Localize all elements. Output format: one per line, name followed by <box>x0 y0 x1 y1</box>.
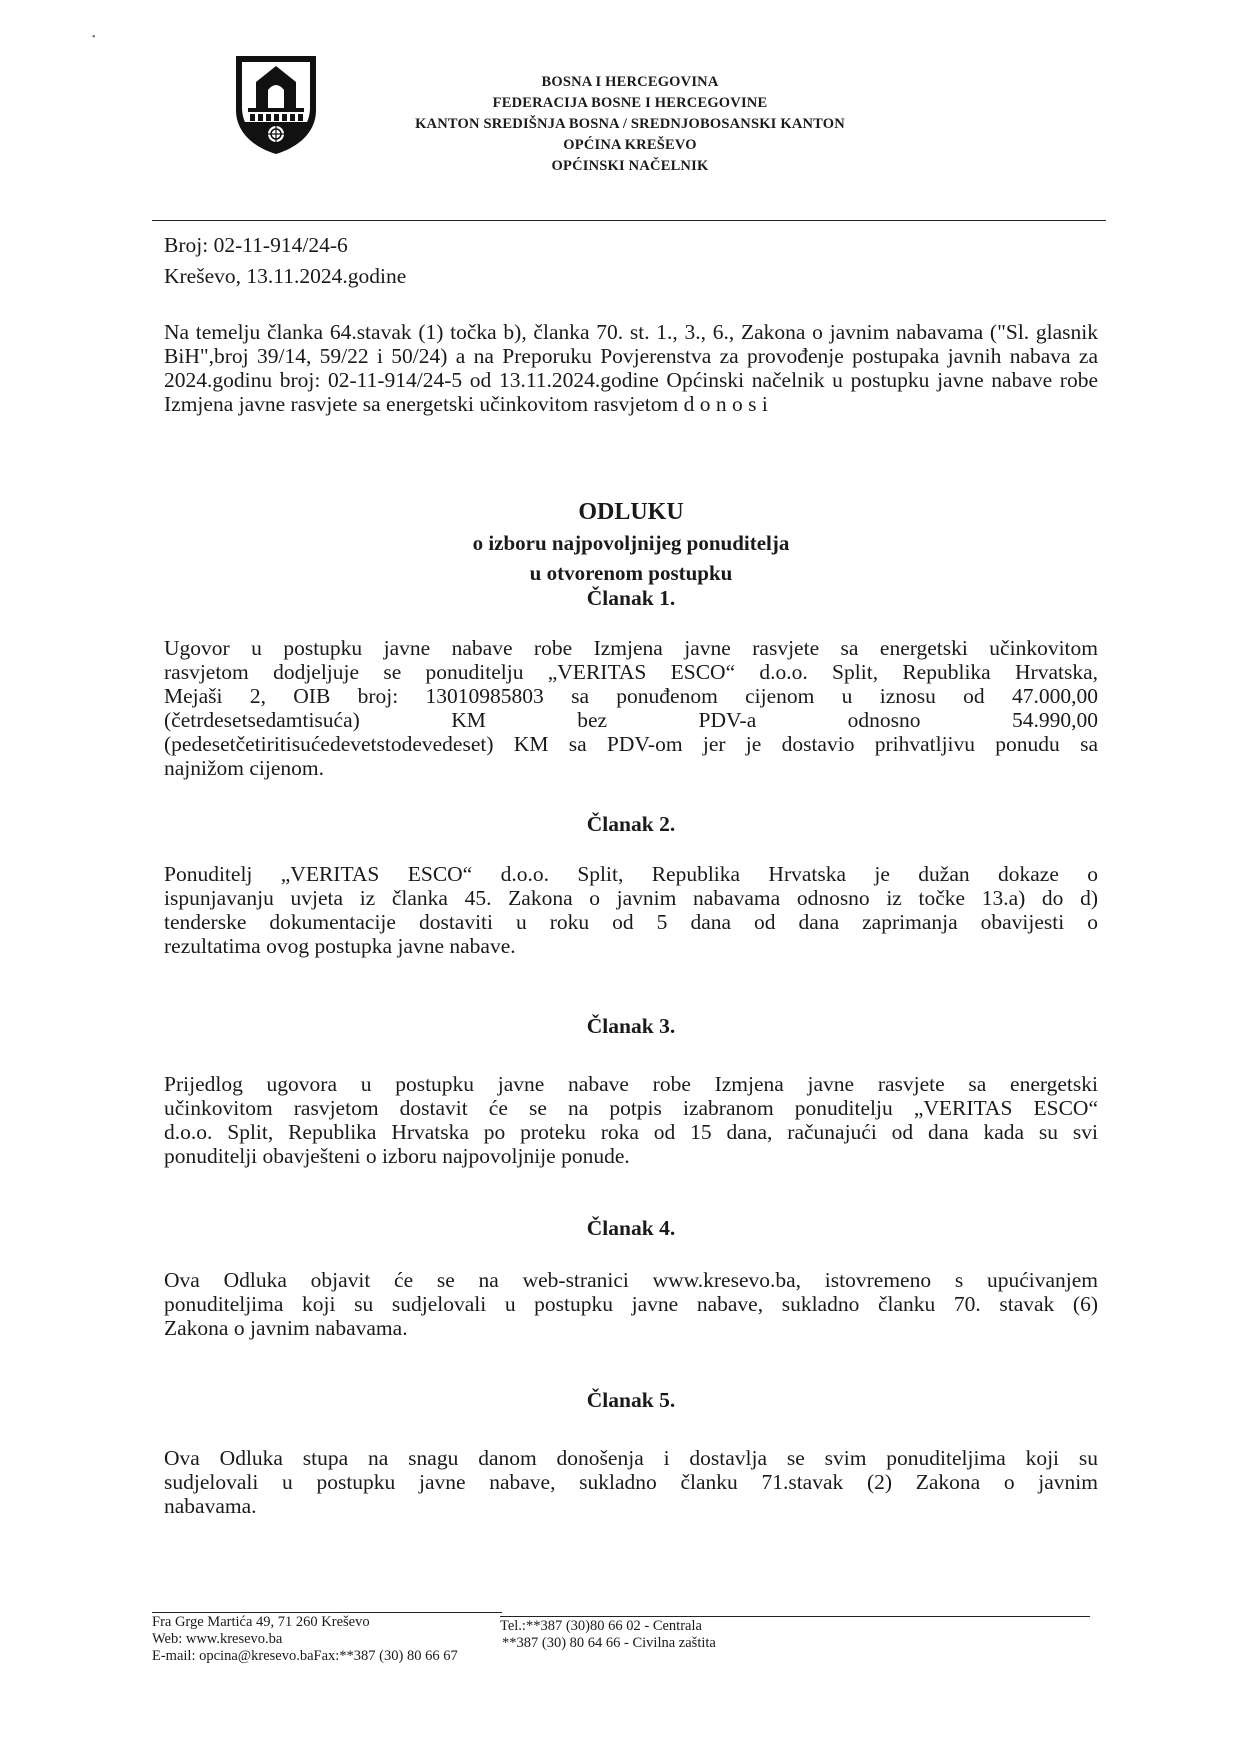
article-heading: Članak 5. <box>586 1388 676 1412</box>
article-line: Ugovor u postupku javne nabave robe Izmjena javne rasvjete sa energetski učinkovitom <box>164 636 1098 660</box>
article-line: ponuditeljima koji su sudjelovali u postupku javne nabave, sukladno članku 70. stavak (6) <box>164 1292 1098 1316</box>
decision-title-main: ODLUKU <box>578 499 684 525</box>
municipality-coat-of-arms-icon <box>232 52 320 156</box>
article-line: Prijedlog ugovora u postupku javne nabave robe Izmjena javne rasvjete sa energetski <box>164 1072 1098 1096</box>
word: bez <box>577 708 608 732</box>
word: PDV-a <box>698 708 757 732</box>
footer-phone-block <box>500 1618 716 1652</box>
currency: KM <box>451 708 486 732</box>
article-heading: Članak 3. <box>586 1014 676 1038</box>
article-body <box>164 1446 1098 1518</box>
article-line: tenderske dokumentacije dostaviti u roku od 5 dana od dana zaprimanja obavijesti o <box>164 910 1098 934</box>
letterhead-line: KANTON SREDIŠNJA BOSNA / SREDNJOBOSANSKI KANTON <box>415 116 845 132</box>
article-line: učinkovitom rasvjetom dostavit će se na potpis izabranom ponuditelju „VERITAS ESCO“ <box>164 1096 1098 1120</box>
article-heading: Članak 4. <box>586 1216 676 1240</box>
article-body <box>164 862 1098 958</box>
article-line: Zakona o javnim nabavama. <box>164 1316 408 1340</box>
reference-number: Broj: 02-11-914/24-6 <box>164 233 348 257</box>
footer-divider <box>500 1616 1090 1617</box>
article-heading: Članak 2. <box>586 812 676 836</box>
letterhead-line: FEDERACIJA BOSNE I HERCEGOVINE <box>492 95 768 111</box>
article-line: Ponuditelj „VERITAS ESCO“ d.o.o. Split, Republika Hrvatska je dužan dokaze o <box>164 862 1098 886</box>
letterhead-line: BOSNA I HERCEGOVINA <box>541 74 719 90</box>
scan-speck: • <box>92 32 96 43</box>
article-line: najnižom cijenom. <box>164 756 325 780</box>
footer-address-block <box>152 1614 458 1665</box>
letterhead-line: OPĆINSKI NAČELNIK <box>551 158 709 174</box>
place-date: Kreševo, 13.11.2024.godine <box>164 264 407 288</box>
article-line: ponuditelji obavješteni o izboru najpovoljnije ponude. <box>164 1144 630 1168</box>
article-line <box>164 708 1098 732</box>
article-body <box>164 1268 1098 1340</box>
footer-divider <box>152 1612 502 1613</box>
decision-title-sub: u otvorenom postupku <box>529 561 733 585</box>
amount: 54.990,00 <box>1011 708 1098 732</box>
decision-title <box>164 496 1098 588</box>
article-line: sudjelovali u postupku javne nabave, sukladno članku 71.stavak (2) Zakona o javnim <box>164 1470 1098 1494</box>
article-line: Ova Odluka stupa na snagu danom donošenja i dostavlja se svim ponuditeljima koji su <box>164 1446 1098 1470</box>
document-meta <box>164 230 406 292</box>
decision-title-sub: o izboru najpovoljnijeg ponuditelja <box>472 531 790 555</box>
article-line: rezultatima ovog postupka javne nabave. <box>164 934 516 958</box>
article-body <box>164 636 1098 780</box>
footer-phone-central: Tel.:**387 (30)80 66 02 - Centrala <box>500 1618 702 1634</box>
preamble-paragraph: Na temelju članka 64.stavak (1) točka b), članka 70. st. 1., 3., 6., Zakona o javnim nabavama ("Sl. glasnik BiH",broj 39/14, 59/22 i 50/24) a na Preporuku Povjerenstva za provođenje postupaka javnih nabava za 2024.godinu broj: 02-11-914/24-5 od 13.11.2024.godine Općinski načelnik u postupku javne nabave robe Izmjena javne rasvjete sa energetski učinkovitom rasvjetom d o n o s i <box>164 320 1098 416</box>
article-line: rasvjetom dodjeljuje se ponuditelju „VERITAS ESCO“ d.o.o. Split, Republika Hrvatska, <box>164 660 1098 684</box>
article-line: ispunjavanju uvjeta iz članka 45. Zakona o javnim nabavama odnosno iz točke 13.a) do d) <box>164 886 1098 910</box>
letterhead-line: OPĆINA KREŠEVO <box>563 137 697 153</box>
article-line: d.o.o. Split, Republika Hrvatska po proteku roka od 15 dana, računajući od dana kada su svi <box>164 1120 1098 1144</box>
footer-web: Web: www.kresevo.ba <box>152 1631 283 1647</box>
article-body <box>164 1072 1098 1168</box>
article-line: nabavama. <box>164 1494 257 1518</box>
header-divider <box>152 220 1106 221</box>
article-heading: Članak 1. <box>586 586 676 610</box>
footer-address: Fra Grge Martića 49, 71 260 Kreševo <box>152 1614 370 1630</box>
letterhead <box>360 72 900 177</box>
article-line: Ova Odluka objavit će se na web-stranici www.kresevo.ba, istovremeno s upućivanjem <box>164 1268 1098 1292</box>
footer-email-fax: E-mail: opcina@kresevo.baFax:**387 (30) 80 66 67 <box>152 1648 458 1664</box>
word: odnosno <box>847 708 921 732</box>
footer-phone-civil: **387 (30) 80 64 66 - Civilna zaštita <box>502 1635 716 1651</box>
article-line: (pedesetčetiritisućedevetstodevedeset) KM sa PDV-om jer je dostavio prihvatljivu ponudu sa <box>164 732 1098 756</box>
article-line: Mejaši 2, OIB broj: 13010985803 sa ponuđenom cijenom u iznosu od 47.000,00 <box>164 684 1098 708</box>
amount-words: (četrdesetsedamtisuća) <box>164 708 360 732</box>
